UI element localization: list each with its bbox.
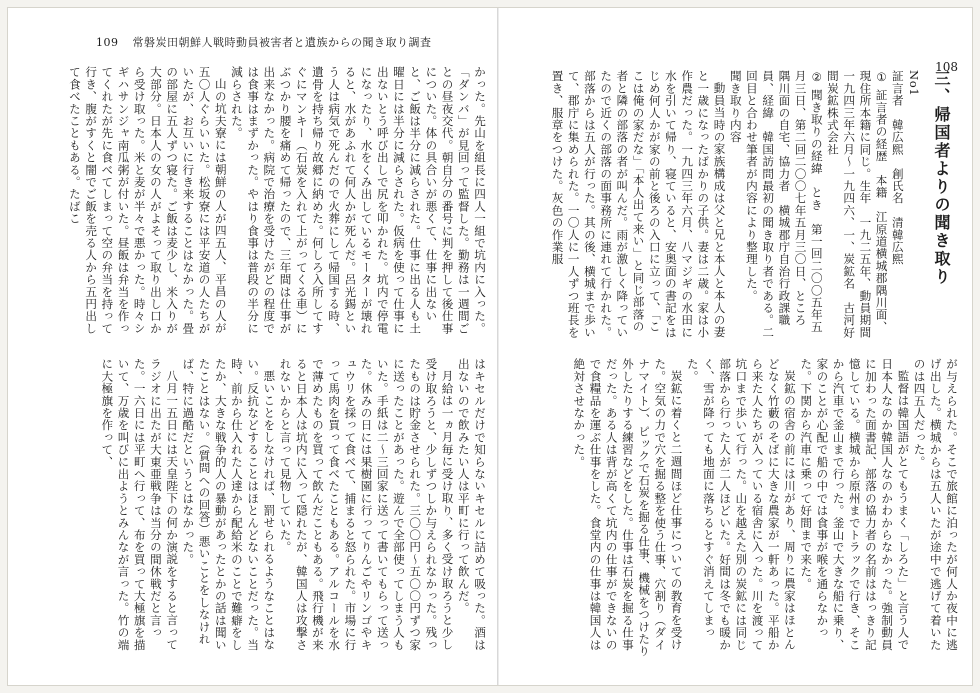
paragraph: 炭鉱の宿舎の前には川があり、周りに農家はほとんどなく竹藪のそばに大きな農家が一軒あった。平船から来た人たちが入っている宿舎に入った。川を渡って坑口まで歩いて行った。山を越えた別の炭鉱には同じ部落から行った人が二人ほどいた。好間は冬でも暖かく、雪が降っても地面に落ちるとすぐ消えてしまった。 [685,358,797,651]
left-page [8,8,496,685]
subheading: 聞き取り内容 [728,70,743,144]
left-page-number: 109 [96,36,119,49]
right-top-text-block [540,70,922,351]
paragraph: 山の坑夫寮には朝鮮の人が四五人、平昌の人が五〇人ぐらいいた。松坂寮には平安道の人たちがいたが、お互いに行き来することはなかった。畳の部屋に五人ずつ寝た。ご飯は麦少し、米入りが大部分。日本人の女の人がよそって取り出し口から受け取った。米と麦が半々で悪かった。時々シギハサンジャ南瓜粥が付いた。昼飯は弁当を作ってくれたが先に食べてしまって空の弁当を持って行き、腹がすくと闇でご飯を売る人から五円出して食べたこともある。たばこ [67,66,228,335]
paragraph: 動員当時の家族構成は父と兄と本人と本人の妻と一歳になったばかりの子供。妻は二歳。家は小作農だった。一九四三年六月、八マジギの水田に水を引いて帰り、寝ていると、安奥面の書記をはじめ何人かが家の前と後ろの入口に立って、「ここは俺の家だな」「本人出て来い」と同じ部落の者と隣の部落の者が叫んだ。雨が激しく降っていたので近くの部落の面事務所に連れて行かれた。部落からは五人が行った。其の後、横城まで歩いて、郡庁に集められた。一〇人に一人ずつ班長を置き、服章をつけた。灰色の作業服 [550,70,727,339]
paragraph: はキセルだけで知らないキセルに詰めて吸った。酒は出ないので飲みたい人は平町に行って飲んだ。 [456,358,487,651]
book-gutter [497,8,499,685]
running-head [96,34,432,50]
paragraph: 悪いことをしなければ、罰せられるようなことはない。反抗などすることはほとんどないことだった。当時、前から仕入れた人達から配給米のことで難癖をしたか、大きな戦争的人の暴動があったとかの話は聞いたことはない。（質問への回答）悪いことをしなければ、特に過酷だというとはなかった。 [181,358,277,651]
paragraph: 監督は韓国語がとてもうまく「しろた」と言う人で日本人なのか韓国人なのかわからなかった。強制動員に加わった面書記、部落の協力者の名前ははっきり記憶している。横城から原州までトラックで行き、そこから汽車で釜山まで行った。釜山で大きな船に乗り、家のことが心配で船の中では食事が喉を通らなかった。下関から汽車に乗って好間まで来た。 [799,358,911,651]
paragraph: 八月一五日には天皇陛下の何か演説をすると言ってラジオに出たが大東亜戦争は当分の間休戦だと言った。一六日には平町へ行って、布を買って大極旗を描いて、万歳を叫びに出ようとみんなが言った。竹の端に大極旗を作って、 [100,358,180,651]
list-item: ② 聞き取りの経緯 とき 第一回二〇〇五年五月三日、第二回二〇〇七年五月三〇日、ところ 隅川面の自宅、協力者 横城郡庁自治行政課職員、経緯 韓国訪問最初の聞き取り者である。二回目と合わせ筆者が内容により整理した。 [744,70,824,339]
running-head-title: 常磐炭田朝鮮人戦時動員被害者と遺族からの聞き取り調査 [132,36,432,49]
paragraph: 月給は一ヵ月毎に受け取り、多く受け取ろうと少し受け取ろうと、少しずつしか与えられなかった。残ったものは貯金させられた。三〇〇円～五〇〇円ずつ家に送ったことがあった。遊んで全部使ってしまう人もいた。手紙は二～三回家に送って書いてもらって送った。休みの日には果樹園に行ってりんごやリンゴやキュウリを採って食べて、捕まると怒られた。市場に行って馬肉を買って食べたこともある。アルコールを水で薄めたものを買って飲んだこともある。飛行機が来ると日本人は坑内に入って隠れたが、韓国人は攻撃されないからと言って見物していた。 [278,358,455,651]
left-bottom-text-block [98,358,488,658]
interviewee-name: 証言者 韓広熙 創氏名 清韓広熙 [890,70,905,266]
paragraph: 炭鉱に着くと二週間ほど仕事についての教育を受けた。空気の力で穴を掘る整を使う仕事、穴割り（ダイナマイト）、ピックで石炭を掘る仕事、機械をつけたり外したりする練習などをした。仕事は石炭を掘る仕事だった。ある人は背が高くて坑内の仕事ができないので食糧品を運ぶ仕事をした。食堂内の仕事は韓国人は絶対させなかった。 [572,358,684,658]
left-top-text-block [67,66,488,338]
right-page [500,8,972,685]
interviewee-number: No1 [907,70,921,97]
section-heading: 三、帰国者よりの聞き取り [932,70,951,286]
list-item: ① 証言者の経歴 本籍 江原道横城郡隅川面、現住所本籍に同じ。生年 一九二五年、動員期間 一九四三年六月～一九四六、一、炭鉱名 古河好間炭鉱株式会社 [825,70,889,351]
right-page-number: 108 [935,60,958,74]
book-spread [8,8,972,685]
paragraph: かった。先山を組長に四人一組で坑内に入った。「ダンバ」が見回って監督した。勤務は一週間ごとの昼夜交代。朝自分の番号に判を押して後仕事についた。体の具合いが悪くて、仕事に出ないと、ご飯は半分に減らされた。仕事に出る人も土曜日には半分に減らされた。仮病を使って仕事に出ないとう呼び出しで尻を叩かれた。坑内で停電になったり、水をくみ出しているモーターが壊れると、水があふれて何人かが死んだ。呂光錫という人は病気で死んだので火葬にして帰国する時、遺骨を持ち帰り故郷に納めた。何しろ入所してすぐにマンキー（石炭を入れて上がってくる車）にぶつかり腰を痛めて帰ったので、三年間は仕事が出来なかった。病院で治療を受けたがどの程度では食事はまずかった。やはり食事は普段の半分に減らされた。 [229,66,487,335]
paragraph: が与えられた。そこで旅館に泊ったが何人か夜中に逃げ出した。横城からは五人いたが途中で逃げて着いたのは四五人だった。 [912,358,959,651]
right-bottom-text-block [520,358,960,658]
